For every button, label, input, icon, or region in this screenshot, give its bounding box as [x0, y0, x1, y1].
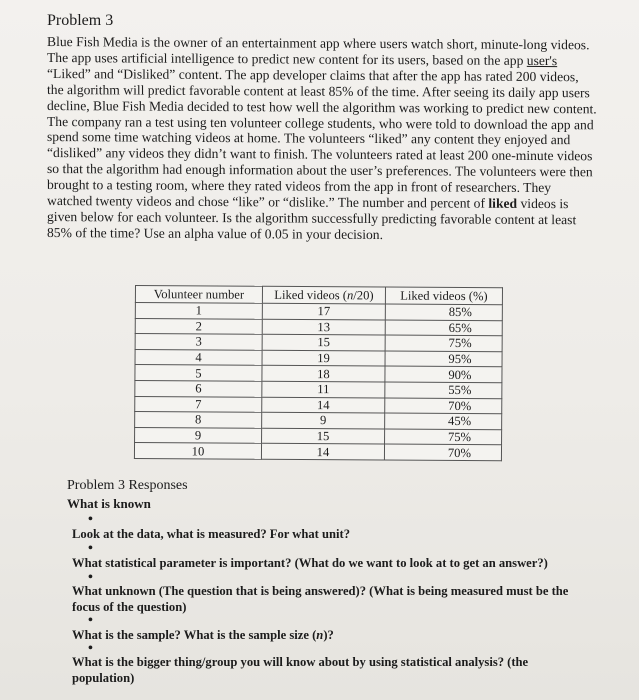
cell-volunteer-number: 8: [135, 412, 262, 428]
cell-liked-count: 14: [261, 444, 384, 460]
question-5: What is the bigger thing/group you will know about by using statistical analysis? (the population): [72, 655, 529, 685]
table-body: [134, 303, 502, 461]
table-row: [134, 443, 501, 461]
volunteer-table: [134, 285, 503, 461]
problem-title: Problem 3: [47, 12, 114, 29]
question-2: What statistical parameter is important? (What do we want to look at to get an answer?): [72, 556, 548, 570]
underlined-word: user's: [526, 52, 558, 69]
header-volunteer-number: Volunteer number: [135, 286, 262, 304]
problem-text: [47, 34, 597, 244]
bullet-4: •: [88, 613, 93, 628]
cell-liked-count: 15: [262, 428, 385, 444]
cell-volunteer-number: 9: [135, 427, 262, 443]
question-3: What unknown (The question that is being answered)? (What is being measured must be the focus of the question): [72, 584, 569, 614]
cell-liked-percent: 65%: [385, 320, 502, 336]
cell-liked-count: 17: [262, 303, 385, 319]
cell-volunteer-number: 7: [135, 396, 262, 412]
problem-paragraph: [47, 34, 597, 244]
cell-liked-percent: 55%: [385, 382, 502, 398]
cell-volunteer-number: 1: [135, 303, 262, 319]
cell-liked-percent: 45%: [385, 413, 502, 429]
cell-liked-percent: 75%: [385, 335, 502, 351]
cell-liked-count: 14: [262, 397, 385, 413]
bullet-2: •: [88, 541, 93, 556]
cell-liked-count: 15: [262, 334, 385, 350]
cell-volunteer-number: 5: [135, 365, 262, 381]
cell-liked-percent: 85%: [385, 304, 502, 320]
cell-volunteer-number: 10: [134, 443, 261, 459]
responses-title: Problem 3 Responses: [67, 478, 188, 493]
cell-volunteer-number: 3: [135, 334, 262, 350]
paragraph-part-3: videos is given below for each volunteer. Is the algorithm successfully predicting favorable content at least 85% of the time? Use an alpha value of 0.05 in your decision.: [47, 195, 577, 242]
bullet-3: •: [88, 570, 93, 585]
cell-liked-percent: 90%: [385, 366, 502, 382]
cell-liked-count: 19: [262, 350, 385, 366]
what-is-known-label: What is known: [67, 496, 151, 511]
cell-liked-count: 18: [262, 366, 385, 382]
cell-liked-count: 13: [262, 319, 385, 335]
cell-liked-percent: 75%: [385, 429, 502, 445]
cell-volunteer-number: 6: [135, 380, 262, 396]
question-4: [72, 628, 572, 644]
bullet-1: •: [88, 512, 93, 527]
cell-liked-count: 9: [262, 412, 385, 428]
bold-word: liked: [488, 195, 518, 211]
cell-liked-percent: 70%: [384, 444, 501, 460]
question-4-text: What is the sample? What is the sample size (n)?: [72, 628, 334, 642]
cell-volunteer-number: 4: [135, 349, 262, 365]
header-liked-percent: Liked videos (%): [385, 287, 502, 305]
paragraph-part-2: “Liked” and “Disliked” content. The app developer claims that after the app has rated 200 videos, the algorithm will predict favorable content at least 85% of the time. After seeing its daily app users decline, Blue Fish Media decided to test how well the algorithm was working to predict new content. The company ran a test using ten volunteer college students, who were told to download the app and spend some time watching videos at home. The volunteers “liked” any content they enjoyed and “disliked” any videos they didn’t want to finish. The volunteers rated at least 200 one-minute videos so that the algorithm had enough information about the user’s preferences. The volunteers were then brought to a testing room, where they rated videos from the app in front of researchers. They watched twenty videos and chose “like” or “dislike.” The number and percent of: [47, 65, 597, 211]
paragraph-part-1: Blue Fish Media is the owner of an entertainment app where users watch short, minute-long videos. The app uses artificial intelligence to predict new content for its users, based on the app: [47, 34, 590, 68]
bullet-5: •: [88, 641, 93, 656]
cell-volunteer-number: 2: [135, 318, 262, 334]
cell-liked-percent: 95%: [385, 351, 502, 367]
question-1: Look at the data, what is measured? For what unit?: [72, 527, 351, 541]
cell-liked-count: 11: [262, 381, 385, 397]
header-liked-count: [262, 286, 385, 304]
cell-liked-percent: 70%: [385, 398, 502, 414]
header-liked-count-text: Liked videos (n/20): [274, 287, 374, 303]
